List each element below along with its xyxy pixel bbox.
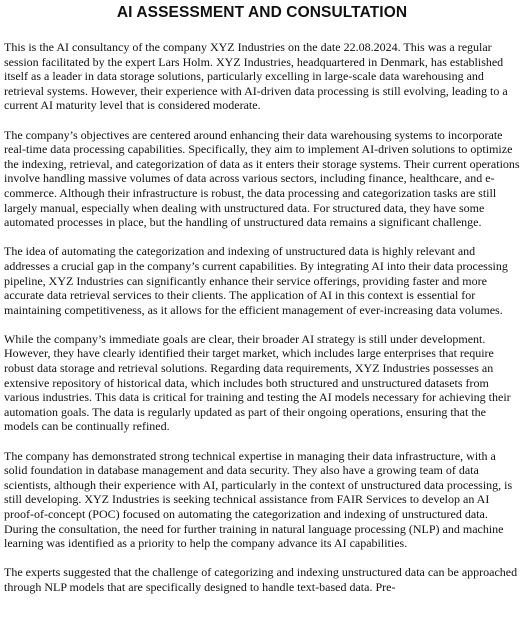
- paragraph-4: While the company’s immediate goals are clear, their broader AI strategy is still under development. However, they have clearly identified their target market, which includes large enterprises that require robust data storage and retrieval solutions. Regarding data requirements, XYZ Industries possesses an extensive repository of historical data, which includes both structured and unstructured datasets from various industries. This data is critical for training and testing the AI models necessary for achieving their automation goals. The data is regularly updated as part of their ongoing operations, ensuring that the models can be continually refined.: [4, 331, 511, 434]
- document-title: AI ASSESSMENT AND CONSULTATION: [116, 4, 408, 21]
- paragraph-1: This is the AI consultancy of the company XYZ Industries on the date 22.08.2024. This was a regular session facilitated by the expert Lars Holm. XYZ Industries, headquartered in Denmark, has established itself as a leader in data storage solutions, particularly excelling in large-scale data warehousing and retrieval systems. However, their experience with AI-driven data processing is still evolving, leading to a current AI maturity level that is considered moderate.: [4, 40, 508, 113]
- paragraph-3: The idea of automating the categorization and indexing of unstructured data is highly relevant and addresses a crucial gap in the company’s current capabilities. By integrating AI into their data processing pipeline, XYZ Industries can significantly enhance their service offerings, providing faster and more accurate data retrieval services to their clients. The application of AI in this context is essential for maintaining competitiveness, as it allows for the efficient management of ever-increasing data volumes.: [4, 244, 508, 317]
- paragraph-2: The company’s objectives are centered around enhancing their data warehousing systems to incorporate real-time data processing capabilities. Specifically, they aim to implement AI-driven solutions to optimize the indexing, retrieval, and categorization of data as it enters their storage systems. Their current operations involve handling massive volumes of data across various sectors, including finance, healthcare, and e-commerce. Although their infrastructure is robust, the data processing and categorization tasks are still largely manual, especially when dealing with unstructured data. For structured data, they have some automated processes in place, but the handling of unstructured data remains a significant challenge.: [4, 127, 520, 230]
- document-body: [4, 40, 520, 609]
- paragraph-5: The company has demonstrated strong technical expertise in managing their data infrastructure, with a solid foundation in database management and data security. They also have a growing team of data scientists, although their experience with AI, particularly in the context of unstructured data processing, is still developing. XYZ Industries is seeking technical assistance from FAIR Services to develop an AI proof-of-concept (POC) focused on automating the categorization and indexing of unstructured data. During the consultation, the need for further training in natural language processing (NLP) and machine learning was identified as a priority to help the company advance its AI capabilities.: [4, 448, 513, 551]
- paragraph-6: The experts suggested that the challenge of categorizing and indexing unstructured data can be approached through NLP models that are specifically designed to handle text-based data. Pre-: [4, 565, 518, 594]
